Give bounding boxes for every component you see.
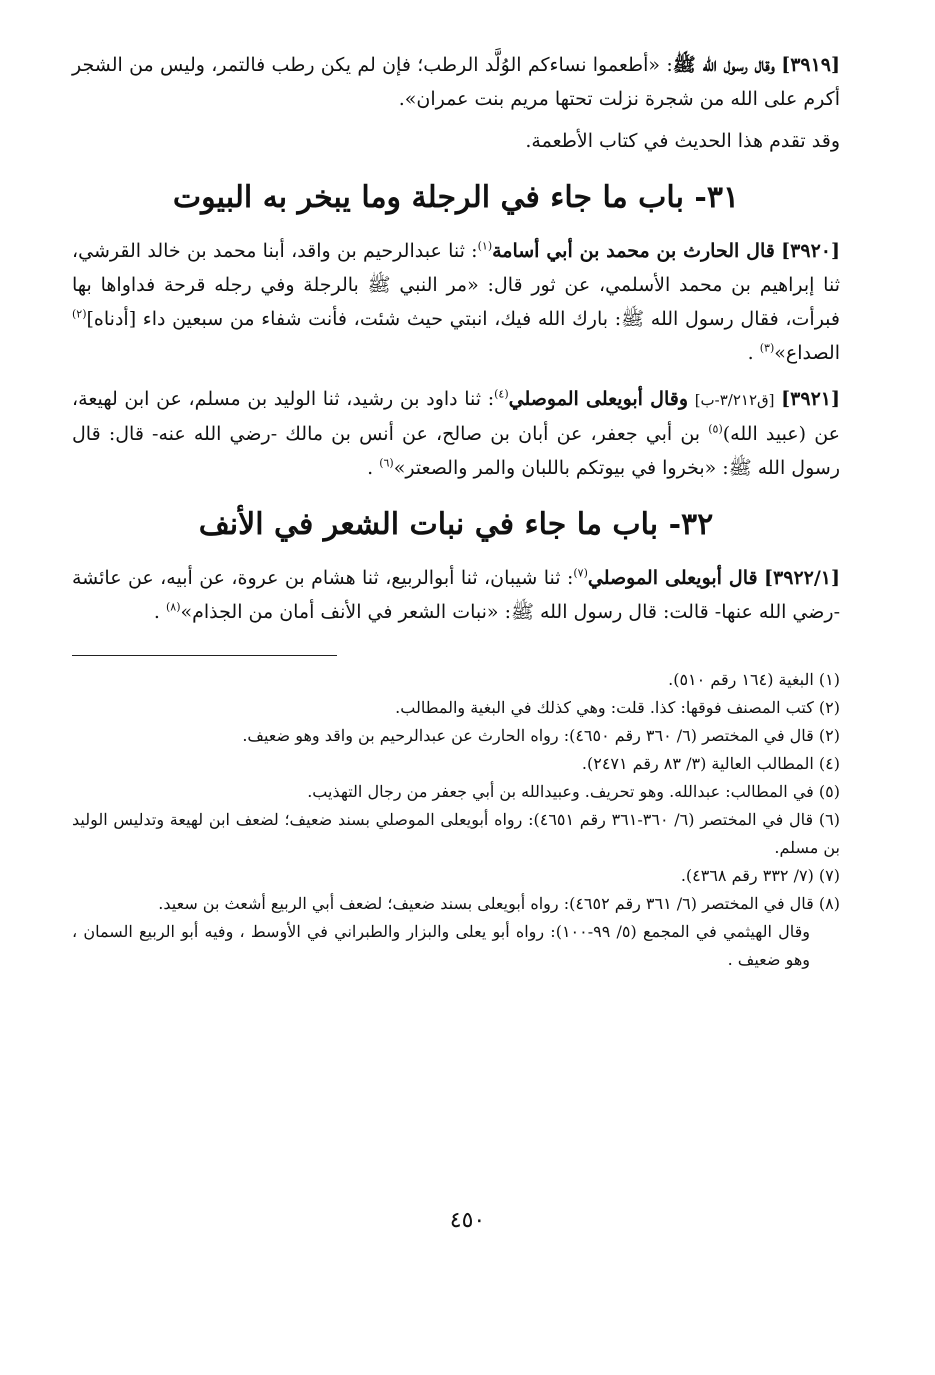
footnotes-section [72,666,840,974]
footnote-7: (٧) (٧/ ٣٣٢ رقم ٤٣٦٨). [680,866,840,885]
hadith-3920 [72,234,840,370]
hadith-lead: قال أبويعلى الموصلي [587,567,758,589]
hadith-text: : «أطعموا نساءكم الوُلَّد الرطب؛ فإن لم يكن رطب فالتمر، وليس من الشجر أكرم على الله من شجرة نزلت تحتها مريم بنت عمران». [72,54,840,110]
hadith-text: . [747,342,760,364]
hadith-number: [٣٩١٩] [781,54,841,76]
footnote-ref: (٤) [494,387,509,401]
hadith-text: . [367,457,380,479]
footnote-8-continuation: وقال الهيثمي في المجمع (٥/ ٩٩-١٠٠): رواه أبو يعلى والبزار والطبراني في الأوسط ، وفيه أبو الربيع السمان ، وهو ضعيف . [72,922,811,969]
footnote-separator [72,655,337,656]
footnote-ref: (٨) [165,600,181,614]
footnote-ref: (٧) [573,566,588,580]
page-number: ٤٥٠ [449,1208,486,1233]
hadith-text: بن أبي جعفر، عن أبان بن صالح، عن أنس بن مالك -رضي الله عنه- قال: قال رسول الله ﷺ: «بخروا في بيوتكم باللبان والمر والصعتر» [72,423,840,479]
hadith-lead: وقال أبويعلى الموصلي [508,388,689,410]
hadith-number: [٣٩٢١] [781,388,840,410]
footnote-ref: (٥) [708,422,723,436]
footnote-6: (٦) قال في المختصر (٦/ ٣٦٠-٣٦١ رقم ٤٦٥١): رواه أبويعلى الموصلي بسند ضعيف؛ لضعف ابن لهيعة وتدليس الوليد بن مسلم. [72,810,840,857]
cross-reference-note: وقد تقدم هذا الحديث في كتاب الأطعمة. [525,130,840,152]
hadith-3922-1 [72,561,840,629]
footnote-8: (٨) قال في المختصر (٦/ ٣٦١ رقم ٤٦٥٢): رواه أبويعلى بسند ضعيف؛ لضعف أبي الربيع أشعث بن سعيد. [158,894,840,913]
chapter-heading-31: ٣١- باب ما جاء في الرجلة وما يبخر به البيوت [172,180,740,215]
footnote-2: (٢) كتب المصنف فوقها: كذا. قلت: وهي كذلك في البغية والمطالب. [395,698,840,717]
footnote-4: (٤) المطالب العالية (٣/ ٨٣ رقم ٢٤٧١). [581,754,840,773]
hadith-text: الصداع» [774,342,840,364]
hadith-text: : ثنا داود بن رشيد، ثنا الوليد بن مسلم، عن ابن لهيعة، عن (عبيد الله) [72,388,841,445]
hadith-text: : ثنا عبدالرحيم بن واقد، أبنا محمد بن خالد القرشي، ثنا إبراهيم بن محمد الأسلمي، عن ثور قال: «مر النبي ﷺ بالرجلة وفي رجله قرحة فداواها بها فبرأت، فقال رسول الله ﷺ: بارك الله فيك، انبتي حيث شئت، فأنت شفاء من سبعين داء [أدناه] [72,240,840,330]
footnote-ref: (٢) [72,307,87,321]
footnote-ref: (٣) [759,341,775,355]
footnote-1: (١) البغية (١٦٤ رقم ٥١٠). [668,670,840,689]
hadith-lead: قال الحارث بن محمد بن أبي أسامة [492,240,775,262]
footnote-ref: (١) [477,239,493,253]
hadith-lead: وقال رسول الله ﷺ [672,54,775,76]
hadith-number: [٣٩٢٢/١] [764,567,841,589]
footnote-5: (٥) في المطالب: عبدالله. وهو تحريف. وعبيدالله بن أبي جعفر من رجال التهذيب. [307,782,840,801]
hadith-3919 [72,48,840,116]
hadith-number: [٣٩٢٠] [781,240,840,262]
manuscript-ref: [ق٣/٢١٢-ب] [694,391,775,409]
hadith-text: . [153,601,166,623]
chapter-heading-32: ٣٢- باب ما جاء في نبات الشعر في الأنف [198,507,714,542]
footnote-ref: (٦) [379,456,394,470]
hadith-3921 [72,382,840,485]
hadith-text: : ثنا شيبان، ثنا أبوالربيع، ثنا هشام بن عروة، عن أبيه، عن عائشة -رضي الله عنها- قالت: قال رسول الله ﷺ: «نبات الشعر في الأنف أمان من الجذام» [72,567,840,623]
footnote-3: (٢) قال في المختصر (٦/ ٣٦٠ رقم ٤٦٥٠): رواه الحارث عن عبدالرحيم بن واقد وهو ضعيف. [242,726,840,745]
